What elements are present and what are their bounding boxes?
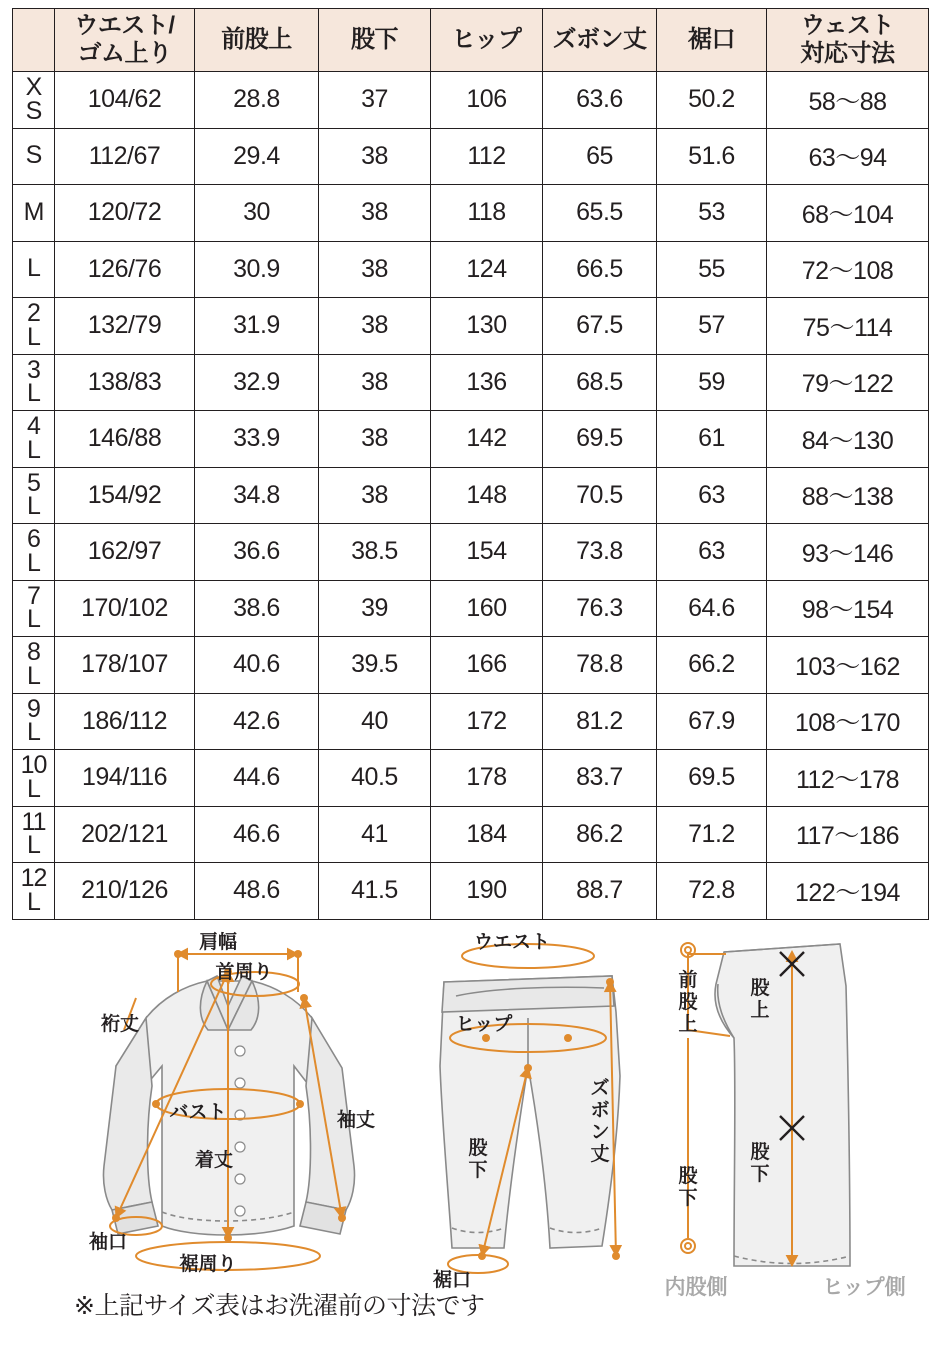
cell-waist: 210/126 [55,863,195,920]
label-body-length: 着丈 [194,1149,234,1171]
row-size-line2: L [27,831,40,860]
cell-hip: 142 [431,411,543,468]
label-pants-length-l4: 丈 [590,1143,610,1165]
label-bust: バスト [169,1101,227,1123]
row-size-line2: L [27,492,40,521]
table-row [13,72,929,129]
row-size-line1: 3 [27,355,40,384]
label-pants-length-l3: ン [590,1121,610,1143]
header-waist-range-line2: 対応寸法 [800,40,895,67]
size-table-header [13,9,929,72]
cell-hem: 57 [657,298,767,355]
label-pants-inseam-l2: 下 [468,1159,488,1181]
cell-pants-length: 68.5 [543,354,657,411]
row-size-line2: L [27,379,40,408]
cell-waist-range: 79〜122 [767,354,929,411]
cell-inseam: 39.5 [319,637,431,694]
row-size [13,750,55,807]
measurement-illustrations [12,926,928,1324]
cell-pants-length: 73.8 [543,524,657,581]
row-size-line1: 9 [27,694,40,723]
table-row [13,580,929,637]
cell-waist: 194/116 [55,750,195,807]
cell-inseam: 38 [319,354,431,411]
row-size-line1: 2 [27,299,40,327]
cell-inseam: 41 [319,806,431,863]
cell-hip: 136 [431,354,543,411]
cell-waist-range: 84〜130 [767,411,929,468]
size-table-body [13,72,929,920]
cell-front-rise: 42.6 [195,693,319,750]
row-size [13,467,55,524]
table-row [13,467,929,524]
label-front-rise-l3: 上 [678,1013,698,1035]
cell-inseam: 38 [319,128,431,185]
table-row [13,863,929,920]
row-size [13,693,55,750]
table-row [13,354,929,411]
cell-waist-range: 98〜154 [767,580,929,637]
header-waist-line2: ゴム上り [77,40,172,67]
row-size-line1: 10 [20,751,47,779]
cell-waist: 112/67 [55,128,195,185]
cell-inseam: 38 [319,185,431,242]
label-hip-side: ヒップ側 [822,1275,906,1299]
row-size-line2: L [27,548,40,577]
cell-hem: 64.6 [657,580,767,637]
row-size-line1: 7 [27,581,40,610]
label-pants-waist: ウエスト [473,931,551,953]
cell-pants-length: 81.2 [543,693,657,750]
cell-inseam: 38 [319,411,431,468]
header-hem-label: 裾口 [688,25,735,53]
cell-waist: 120/72 [55,185,195,242]
cell-hip: 148 [431,467,543,524]
cell-front-rise: 30 [195,185,319,242]
header-size-corner [13,9,55,72]
cell-front-rise: 33.9 [195,411,319,468]
cell-waist-range: 63〜94 [767,128,929,185]
row-size-line1: S [25,141,42,170]
row-size-line2: L [27,605,40,634]
cell-waist-range: 122〜194 [767,863,929,920]
table-row [13,241,929,298]
table-row [13,524,929,581]
header-front-rise [195,9,319,72]
cell-hem: 51.6 [657,128,767,185]
cell-pants-length: 63.6 [543,72,657,129]
header-inseam [319,9,431,72]
row-size [13,524,55,581]
cell-hip: 190 [431,863,543,920]
table-row [13,637,929,694]
label-pants-length-l2: ボ [590,1099,610,1121]
cell-hip: 106 [431,72,543,129]
row-size-line1: 6 [27,525,40,553]
table-row [13,806,929,863]
row-size [13,863,55,920]
row-size [13,72,55,129]
row-size-line1: 8 [27,638,40,666]
cell-inseam: 40 [319,693,431,750]
cell-pants-length: 67.5 [543,298,657,355]
header-waist-range-line1: ウェスト [800,11,895,39]
label-outer-below-l2: 下 [750,1163,770,1185]
row-size [13,637,55,694]
cell-hem: 63 [657,467,767,524]
cell-front-rise: 48.6 [195,863,319,920]
cell-front-rise: 28.8 [195,72,319,129]
label-outer-below-l1: 股 [750,1141,770,1163]
row-size [13,185,55,242]
cell-front-rise: 38.6 [195,580,319,637]
row-size-line1: 5 [27,468,40,497]
row-size-line2: L [27,887,40,916]
cell-pants-length: 65 [543,128,657,185]
label-pants-hem: 裾口 [432,1269,472,1291]
cell-hem: 50.2 [657,72,767,129]
header-waist-range [767,9,929,72]
row-size [13,241,55,298]
cell-hip: 178 [431,750,543,807]
row-size-line2: S [25,96,42,125]
cell-waist-range: 93〜146 [767,524,929,581]
header-inseam-label: 股下 [351,25,398,53]
row-size [13,354,55,411]
cell-front-rise: 31.9 [195,298,319,355]
cell-front-rise: 30.9 [195,241,319,298]
cell-waist: 202/121 [55,806,195,863]
table-row [13,185,929,242]
cell-inseam: 38.5 [319,524,431,581]
label-yukitake: 裄丈 [100,1013,140,1035]
cell-waist-range: 112〜178 [767,750,929,807]
cell-inseam: 38 [319,467,431,524]
cell-hip: 160 [431,580,543,637]
label-pants-inseam-l1: 股 [468,1137,488,1159]
header-waist [55,9,195,72]
cell-waist: 138/83 [55,354,195,411]
cell-hem: 55 [657,241,767,298]
label-inner-below-l1: 股 [678,1165,698,1187]
cell-hip: 172 [431,693,543,750]
row-size-line1: 4 [27,412,40,440]
illustration-svg [12,926,928,1324]
cell-hem: 67.9 [657,693,767,750]
cell-waist-range: 88〜138 [767,467,929,524]
cell-pants-length: 66.5 [543,241,657,298]
footnote: ※上記サイズ表はお洗濯前の寸法です [74,1291,485,1320]
row-size-line2: L [27,661,40,690]
label-front-rise-l1: 前 [678,969,698,991]
size-chart-page [0,8,940,1368]
cell-waist-range: 103〜162 [767,637,929,694]
cell-pants-length: 76.3 [543,580,657,637]
label-inner-below-l2: 下 [678,1187,698,1209]
cell-hem: 63 [657,524,767,581]
rise-illustration [715,944,850,1266]
cell-waist: 178/107 [55,637,195,694]
label-pants-hip: ヒップ [455,1013,513,1035]
cell-waist-range: 72〜108 [767,241,929,298]
cell-hip: 112 [431,128,543,185]
cell-hem: 59 [657,354,767,411]
cell-waist: 146/88 [55,411,195,468]
header-hem [657,9,767,72]
cell-front-rise: 44.6 [195,750,319,807]
cell-front-rise: 46.6 [195,806,319,863]
cell-waist-range: 108〜170 [767,693,929,750]
label-inner-side: 内股側 [664,1275,728,1299]
cell-hem: 53 [657,185,767,242]
row-size-line1: M [23,197,44,226]
row-size-line2: L [27,718,40,747]
cell-hem: 69.5 [657,750,767,807]
row-size [13,298,55,355]
cell-hem: 66.2 [657,637,767,694]
cell-waist-range: 58〜88 [767,72,929,129]
table-row [13,411,929,468]
size-table [12,8,929,920]
header-pants-length [543,9,657,72]
cell-pants-length: 86.2 [543,806,657,863]
row-size-line2: L [27,774,40,803]
cell-waist: 162/97 [55,524,195,581]
row-size-line1: 11 [21,807,46,836]
cell-waist: 170/102 [55,580,195,637]
cell-waist: 126/76 [55,241,195,298]
header-waist-line1: ウエスト/ [74,11,175,39]
cell-waist: 104/62 [55,72,195,129]
row-size-line1: X [25,73,42,101]
row-size-line2: L [27,435,40,464]
cell-front-rise: 32.9 [195,354,319,411]
cell-waist-range: 75〜114 [767,298,929,355]
cell-inseam: 41.5 [319,863,431,920]
label-neck: 首周り [215,961,273,983]
cell-inseam: 38 [319,241,431,298]
row-size-line1: 12 [20,864,47,892]
row-size [13,128,55,185]
row-size [13,806,55,863]
cell-inseam: 37 [319,72,431,129]
label-hem-around: 裾周り [179,1253,237,1275]
cell-inseam: 39 [319,580,431,637]
row-size [13,580,55,637]
rise-side-labels [665,1275,906,1299]
cell-inseam: 40.5 [319,750,431,807]
label-shoulder-width: 肩幅 [198,931,238,953]
row-size-line2: L [27,322,40,351]
cell-hip: 166 [431,637,543,694]
header-pants-length-label: ズボン丈 [552,25,647,53]
cell-hip: 124 [431,241,543,298]
cell-hip: 154 [431,524,543,581]
table-row [13,298,929,355]
label-rise-top-l1: 股 [750,977,770,999]
cell-pants-length: 83.7 [543,750,657,807]
cell-front-rise: 40.6 [195,637,319,694]
cell-waist: 132/79 [55,298,195,355]
cell-waist-range: 68〜104 [767,185,929,242]
cell-hip: 130 [431,298,543,355]
table-row [13,693,929,750]
cell-waist: 154/92 [55,467,195,524]
label-front-rise-l2: 股 [678,991,698,1013]
cell-pants-length: 69.5 [543,411,657,468]
row-size [13,411,55,468]
label-rise-top-l2: 上 [750,999,770,1021]
cell-inseam: 38 [319,298,431,355]
table-header-row [13,9,929,72]
table-row [13,750,929,807]
cell-front-rise: 29.4 [195,128,319,185]
header-front-rise-label: 前股上 [221,25,292,53]
cell-pants-length: 65.5 [543,185,657,242]
cell-waist-range: 117〜186 [767,806,929,863]
label-sleeve-length: 袖丈 [336,1109,376,1131]
cell-hem: 72.8 [657,863,767,920]
cell-pants-length: 88.7 [543,863,657,920]
cell-hip: 118 [431,185,543,242]
header-hip [431,9,543,72]
header-hip-label: ヒップ [451,25,522,53]
cell-front-rise: 34.8 [195,467,319,524]
row-size-line1: L [27,254,40,283]
cell-pants-length: 70.5 [543,467,657,524]
cell-waist: 186/112 [55,693,195,750]
label-cuff: 袖口 [88,1231,128,1253]
cell-front-rise: 36.6 [195,524,319,581]
cell-hem: 71.2 [657,806,767,863]
cell-pants-length: 78.8 [543,637,657,694]
cell-hip: 184 [431,806,543,863]
table-row [13,128,929,185]
cell-hem: 61 [657,411,767,468]
label-pants-length-l1: ズ [590,1077,610,1099]
